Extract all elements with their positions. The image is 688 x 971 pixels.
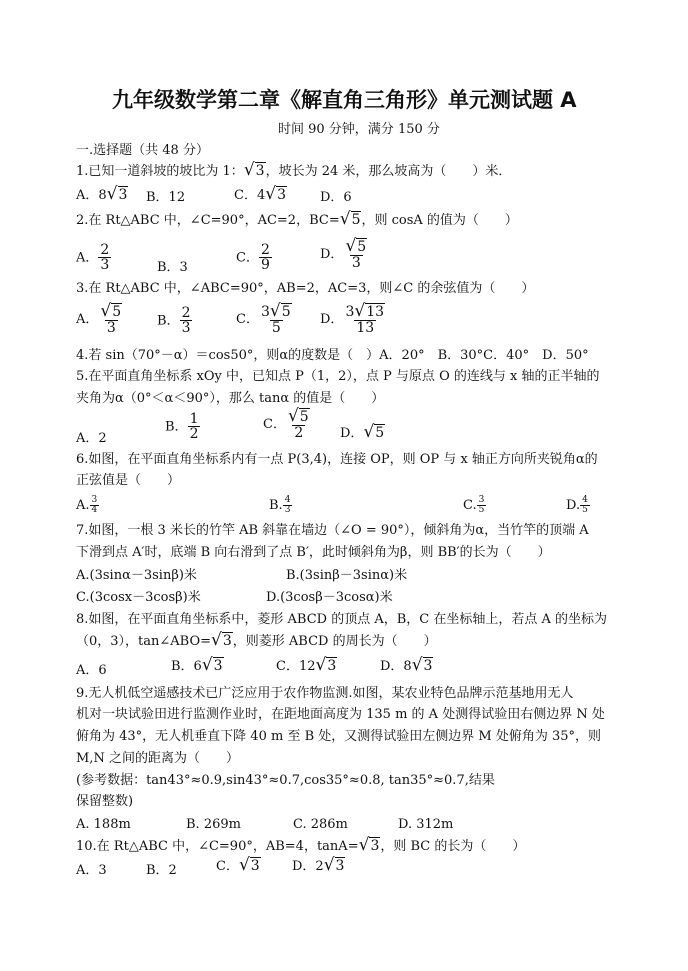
question-7-line-1: 7.如图，一根 3 米长的竹竿 AB 斜靠在墙边（∠O = 90°），倾斜角为α，当竹竿的顶端 A (76, 523, 589, 538)
question-9-reference-2: 保留整数) (76, 794, 134, 809)
q3-option-a[interactable]: A． $\frac{√5}{3}$ (76, 301, 122, 337)
page-title: 九年级数学第二章《解直角三角形》单元测试题 A (112, 88, 577, 112)
q3-option-d[interactable]: D． $\frac{3√13}{13}$ (320, 301, 385, 337)
q1-stem-a: 1.已知一道斜坡的坡比为 1： (76, 164, 244, 179)
q5-option-b[interactable]: B． $\frac{1}{2}$ (165, 411, 199, 443)
q1-option-a[interactable]: A．8√3 (76, 184, 128, 204)
q2-option-a[interactable]: A． $\frac{2}{3}$ (76, 242, 110, 274)
q10-option-b[interactable]: B．2 (146, 863, 177, 878)
q6-option-b[interactable]: B. $\frac{4}{3}$ (269, 495, 291, 516)
question-6-line-2: 正弦值是（ ） (76, 473, 181, 488)
q5-option-d[interactable]: D．√5 (340, 422, 385, 442)
question-7-line-2: 下滑到点 A′时，底端 B 向右滑到了点 B′，此时倾斜角为β，则 BB′的长为（ ） (76, 545, 551, 560)
q8-option-b[interactable]: B．6√3 (171, 655, 223, 675)
page-subtitle: 时间 90 分钟，满分 150 分 (278, 122, 440, 137)
q10-option-c[interactable]: C．√3 (216, 855, 260, 875)
q8-option-a[interactable]: A．6 (76, 663, 107, 678)
q2-option-c[interactable]: C． $\frac{2}{9}$ (236, 242, 270, 274)
q9-option-a[interactable]: A. 188m (76, 817, 131, 832)
question-1 (76, 162, 511, 179)
question-9-line-3: 俯角为 43°，无人机垂直下降 40 m 至 B 处，又测得试验田左侧边界 M 处俯角为 35°，则 (76, 729, 602, 744)
q6-option-d[interactable]: D. $\frac{4}{5}$ (566, 495, 588, 516)
question-9-reference-1: (参考数据：tan43°≈0.9,sin43°≈0.7,cos35°≈0.8, tan35°≈0.7,结果 (76, 773, 495, 788)
q3-option-b[interactable]: B． $\frac{2}{3}$ (157, 305, 191, 337)
question-6-line-1: 6.如图，在平面直角坐标系内有一点 P(3,4)，连接 OP，则 OP 与 x 轴正方向所夹锐角α的 (76, 452, 598, 467)
q1-stem-b: ，坡长为 24 米，那么坡高为（ ）米． (265, 164, 512, 179)
q1-option-c[interactable]: C．4√3 (234, 184, 286, 204)
question-10: 10.在 Rt△ABC 中，∠C=90°，AB=4，tanA=√3，则 BC 的长为（ ） (76, 835, 526, 855)
q8-option-d[interactable]: D．8√3 (380, 655, 433, 675)
question-8-line-1: 8.如图，在平面直角坐标系中，菱形 ABCD 的顶点 A，B，C 在坐标轴上，若点 A 的坐标为 (76, 612, 608, 627)
question-2: 2.在 Rt△ABC 中，∠C=90°，AC=2，BC=√5，则 cosA 的值为（ ） (76, 209, 518, 229)
q10-option-d[interactable]: D．2√3 (292, 855, 345, 875)
q2-option-d[interactable]: D． $\frac{√5}{3}$ (320, 236, 367, 272)
question-5-line-2: 夹角为α（0°＜α＜90°），那么 tanα 的值是（ ） (76, 391, 385, 406)
q5-option-c[interactable]: C． $\frac{√5}{2}$ (263, 406, 309, 442)
q8-option-c[interactable]: C．12√3 (276, 655, 337, 675)
question-5-line-1: 5.在平面直角坐标系 xOy 中，已知点 P（1，2），点 P 与原点 O 的连线与 x 轴的正半轴的 (76, 369, 600, 384)
q6-option-a[interactable]: A. $\frac{3}{4}$ (76, 495, 98, 516)
q7-option-c[interactable]: C.(3cosx－3cosβ)米 (76, 590, 201, 605)
q1-option-d[interactable]: D．6 (320, 190, 352, 205)
question-9-line-1: 9.无人机低空遥感技术已广泛应用于农作物监测.如图，某农业特色品牌示范基地用无人 (76, 686, 574, 701)
question-9-line-4: M,N 之间的距离为（ ） (76, 751, 239, 766)
section-heading: 一.选择题（共 48 分） (76, 143, 209, 158)
question-3: 3.在 Rt△ABC 中，∠ABC=90°，AB=2，AC=3，则∠C 的余弦值为（ ） (76, 281, 535, 296)
q9-option-d[interactable]: D. 312m (398, 817, 454, 832)
q7-option-b[interactable]: B.(3sinβ－3sinα)米 (286, 568, 408, 583)
question-8-line-2: （0，3），tan∠ABO=√3，则菱形 ABCD 的周长为（ ） (76, 630, 437, 650)
q2-option-b[interactable]: B．3 (157, 260, 188, 275)
q3-option-c[interactable]: C． $\frac{3√5}{5}$ (236, 301, 291, 337)
question-9-line-2: 机对一块试验田进行监测作业时，在距地面高度为 135 m 的 A 处测得试验田右侧边界 N 处 (76, 707, 605, 722)
q1-option-b[interactable]: B．12 (146, 190, 186, 205)
q5-option-a[interactable]: A．2 (76, 431, 107, 446)
q7-option-d[interactable]: D.(3cosβ－3cosα)米 (266, 590, 393, 605)
question-4: 4.若 sin（70°－α）＝cos50°，则α的度数是（ ）A．20° B．30°C．40° D．50° (76, 348, 589, 363)
q1-sqrt: √3 (243, 160, 265, 180)
q6-option-c[interactable]: C. $\frac{3}{5}$ (463, 495, 485, 516)
q10-option-a[interactable]: A．3 (76, 863, 107, 878)
q9-option-b[interactable]: B. 269m (186, 817, 241, 832)
q7-option-a[interactable]: A.(3sinα－3sinβ)米 (76, 568, 197, 583)
q9-option-c[interactable]: C. 286m (293, 817, 348, 832)
